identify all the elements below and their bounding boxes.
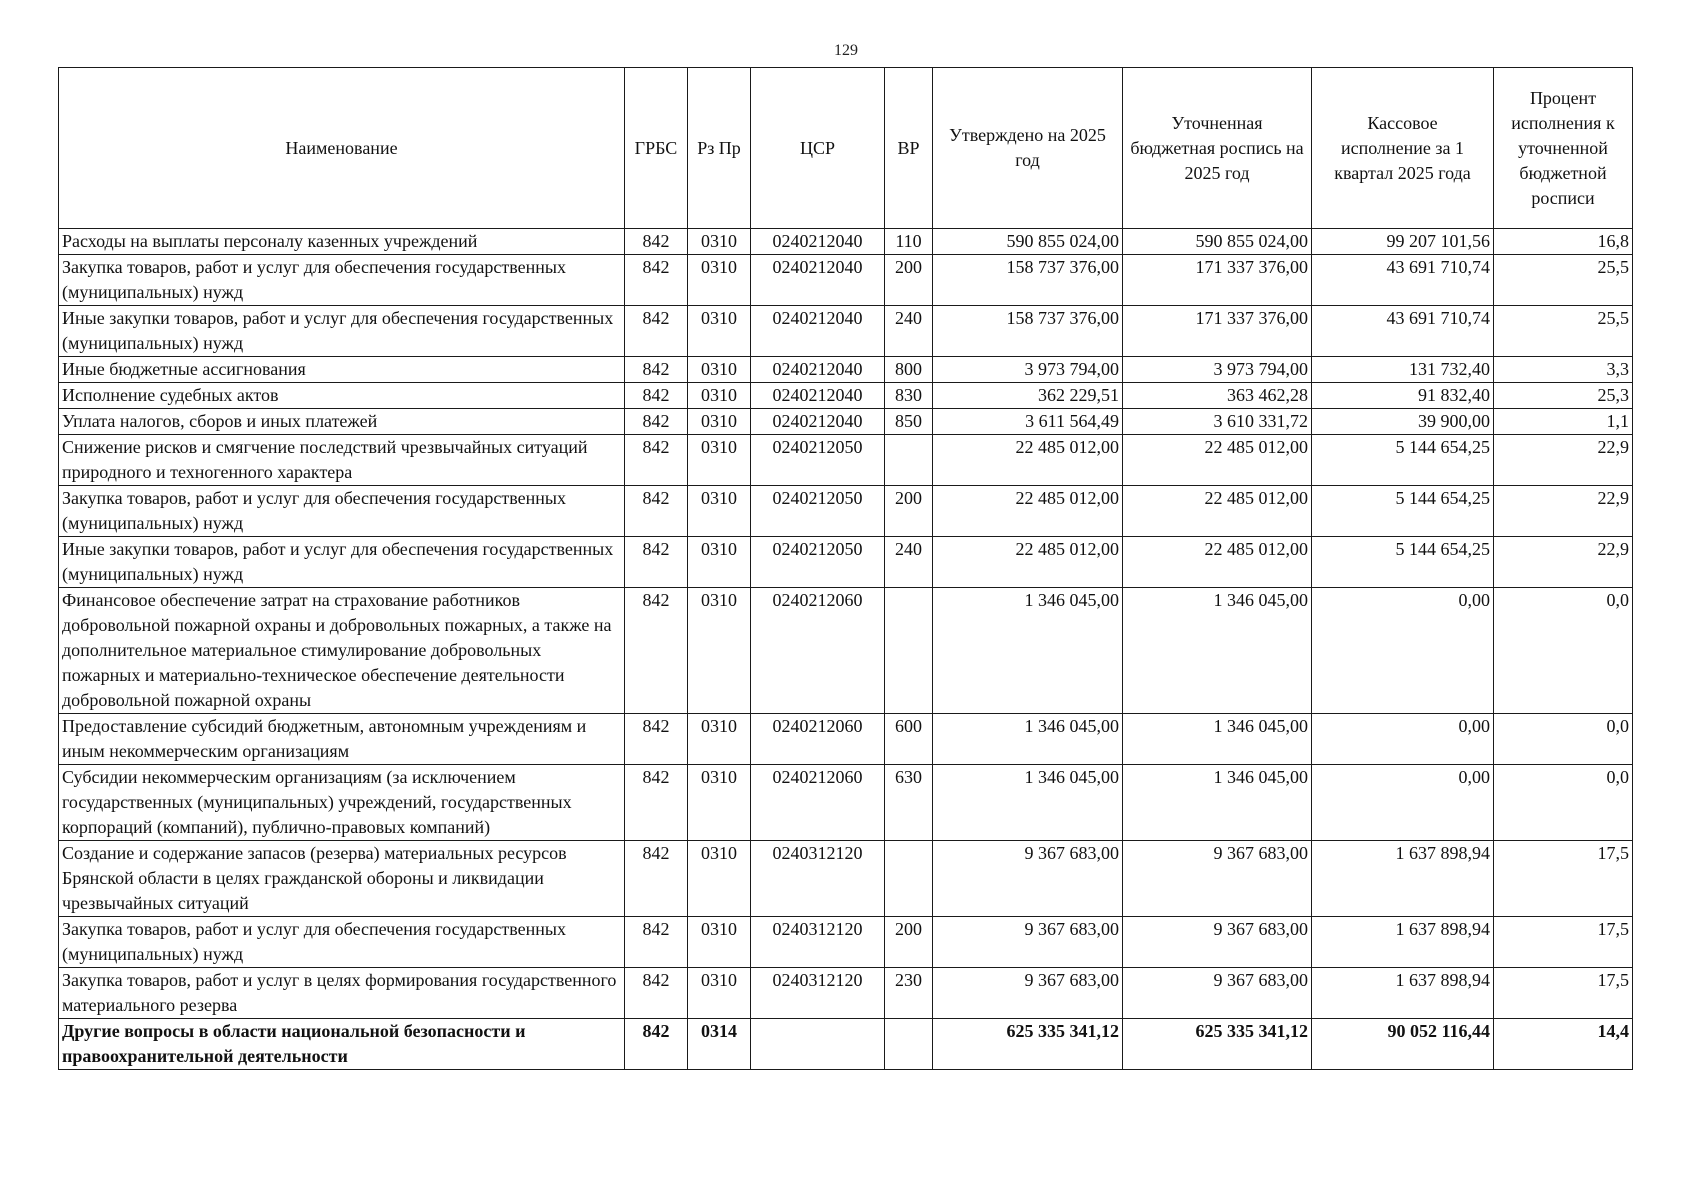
table-body <box>59 229 1633 1070</box>
cell-approved: 158 737 376,00 <box>933 306 1123 357</box>
cell-vr: 240 <box>885 306 933 357</box>
cell-refined: 9 367 683,00 <box>1123 917 1312 968</box>
cell-percent: 25,5 <box>1494 255 1633 306</box>
table-row <box>59 435 1633 486</box>
cell-name: Иные закупки товаров, работ и услуг для обеспечения государственных (муниципальных) нужд <box>59 537 625 588</box>
table-row <box>59 409 1633 435</box>
cell-approved: 22 485 012,00 <box>933 435 1123 486</box>
cell-csr: 0240212040 <box>751 409 885 435</box>
header-rzpr: Рз Пр <box>688 68 751 229</box>
table-row <box>59 841 1633 917</box>
cell-name: Субсидии некоммерческим организациям (за исключением государственных (муниципальных) учреждений, государственных корпораций (компаний), публично-правовых компаний) <box>59 765 625 841</box>
cell-name: Другие вопросы в области национальной безопасности и правоохранительной деятельности <box>59 1019 625 1070</box>
header-vr: ВР <box>885 68 933 229</box>
cell-grbs: 842 <box>625 229 688 255</box>
cell-cash: 90 052 116,44 <box>1312 1019 1494 1070</box>
cell-percent: 17,5 <box>1494 968 1633 1019</box>
cell-vr: 110 <box>885 229 933 255</box>
cell-approved: 3 973 794,00 <box>933 357 1123 383</box>
cell-rzpr: 0310 <box>688 841 751 917</box>
cell-refined: 363 462,28 <box>1123 383 1312 409</box>
cell-approved: 158 737 376,00 <box>933 255 1123 306</box>
cell-approved: 1 346 045,00 <box>933 714 1123 765</box>
cell-approved: 1 346 045,00 <box>933 588 1123 714</box>
cell-cash: 5 144 654,25 <box>1312 435 1494 486</box>
cell-rzpr: 0310 <box>688 714 751 765</box>
cell-rzpr: 0310 <box>688 435 751 486</box>
cell-percent: 22,9 <box>1494 435 1633 486</box>
cell-rzpr: 0310 <box>688 968 751 1019</box>
cell-approved: 590 855 024,00 <box>933 229 1123 255</box>
cell-cash: 1 637 898,94 <box>1312 917 1494 968</box>
cell-vr: 240 <box>885 537 933 588</box>
cell-refined: 1 346 045,00 <box>1123 714 1312 765</box>
cell-name: Исполнение судебных актов <box>59 383 625 409</box>
cell-grbs: 842 <box>625 765 688 841</box>
cell-refined: 9 367 683,00 <box>1123 841 1312 917</box>
cell-refined: 3 973 794,00 <box>1123 357 1312 383</box>
cell-grbs: 842 <box>625 1019 688 1070</box>
cell-name: Закупка товаров, работ и услуг в целях формирования государственного материального резерва <box>59 968 625 1019</box>
cell-csr: 0240212060 <box>751 588 885 714</box>
cell-cash: 1 637 898,94 <box>1312 841 1494 917</box>
cell-percent: 16,8 <box>1494 229 1633 255</box>
cell-grbs: 842 <box>625 714 688 765</box>
cell-approved: 9 367 683,00 <box>933 917 1123 968</box>
cell-csr: 0240212060 <box>751 714 885 765</box>
cell-grbs: 842 <box>625 917 688 968</box>
cell-cash: 91 832,40 <box>1312 383 1494 409</box>
table-header-row <box>59 68 1633 229</box>
header-approved: Утверждено на 2025 год <box>933 68 1123 229</box>
cell-vr <box>885 1019 933 1070</box>
cell-refined: 22 485 012,00 <box>1123 537 1312 588</box>
cell-name: Снижение рисков и смягчение последствий чрезвычайных ситуаций природного и техногенного характера <box>59 435 625 486</box>
cell-rzpr: 0310 <box>688 409 751 435</box>
cell-csr <box>751 1019 885 1070</box>
cell-cash: 39 900,00 <box>1312 409 1494 435</box>
cell-rzpr: 0310 <box>688 255 751 306</box>
cell-refined: 590 855 024,00 <box>1123 229 1312 255</box>
cell-rzpr: 0310 <box>688 357 751 383</box>
header-csr: ЦСР <box>751 68 885 229</box>
cell-approved: 9 367 683,00 <box>933 968 1123 1019</box>
cell-approved: 22 485 012,00 <box>933 537 1123 588</box>
cell-grbs: 842 <box>625 486 688 537</box>
header-cash: Кассовое исполнение за 1 квартал 2025 года <box>1312 68 1494 229</box>
cell-vr: 850 <box>885 409 933 435</box>
cell-refined: 1 346 045,00 <box>1123 765 1312 841</box>
table-row <box>59 383 1633 409</box>
cell-rzpr: 0310 <box>688 917 751 968</box>
cell-name: Закупка товаров, работ и услуг для обеспечения государственных (муниципальных) нужд <box>59 255 625 306</box>
cell-csr: 0240212050 <box>751 537 885 588</box>
cell-refined: 1 346 045,00 <box>1123 588 1312 714</box>
cell-csr: 0240212060 <box>751 765 885 841</box>
cell-cash: 131 732,40 <box>1312 357 1494 383</box>
table-row <box>59 306 1633 357</box>
cell-csr: 0240212040 <box>751 357 885 383</box>
cell-rzpr: 0314 <box>688 1019 751 1070</box>
cell-percent: 0,0 <box>1494 765 1633 841</box>
cell-percent: 3,3 <box>1494 357 1633 383</box>
cell-cash: 43 691 710,74 <box>1312 306 1494 357</box>
cell-cash: 5 144 654,25 <box>1312 486 1494 537</box>
cell-cash: 0,00 <box>1312 714 1494 765</box>
cell-approved: 9 367 683,00 <box>933 841 1123 917</box>
cell-percent: 22,9 <box>1494 486 1633 537</box>
cell-cash: 0,00 <box>1312 765 1494 841</box>
table-row <box>59 537 1633 588</box>
cell-csr: 0240212040 <box>751 255 885 306</box>
table-row <box>59 917 1633 968</box>
cell-rzpr: 0310 <box>688 537 751 588</box>
cell-refined: 22 485 012,00 <box>1123 435 1312 486</box>
budget-table <box>58 67 1633 1070</box>
cell-vr: 230 <box>885 968 933 1019</box>
cell-rzpr: 0310 <box>688 486 751 537</box>
cell-percent: 17,5 <box>1494 841 1633 917</box>
header-grbs: ГРБС <box>625 68 688 229</box>
cell-csr: 0240212050 <box>751 435 885 486</box>
cell-csr: 0240212040 <box>751 229 885 255</box>
cell-rzpr: 0310 <box>688 383 751 409</box>
cell-refined: 22 485 012,00 <box>1123 486 1312 537</box>
cell-cash: 5 144 654,25 <box>1312 537 1494 588</box>
cell-grbs: 842 <box>625 357 688 383</box>
cell-grbs: 842 <box>625 537 688 588</box>
cell-vr <box>885 841 933 917</box>
cell-cash: 1 637 898,94 <box>1312 968 1494 1019</box>
cell-vr: 200 <box>885 486 933 537</box>
cell-vr: 200 <box>885 255 933 306</box>
cell-csr: 0240312120 <box>751 968 885 1019</box>
cell-name: Создание и содержание запасов (резерва) материальных ресурсов Брянской области в целях гражданской обороны и ликвидации чрезвычайных ситуаций <box>59 841 625 917</box>
cell-rzpr: 0310 <box>688 588 751 714</box>
cell-refined: 9 367 683,00 <box>1123 968 1312 1019</box>
cell-grbs: 842 <box>625 841 688 917</box>
cell-percent: 14,4 <box>1494 1019 1633 1070</box>
table-row <box>59 1019 1633 1070</box>
cell-name: Иные бюджетные ассигнования <box>59 357 625 383</box>
cell-grbs: 842 <box>625 255 688 306</box>
cell-approved: 1 346 045,00 <box>933 765 1123 841</box>
cell-csr: 0240312120 <box>751 917 885 968</box>
cell-percent: 22,9 <box>1494 537 1633 588</box>
cell-rzpr: 0310 <box>688 306 751 357</box>
cell-percent: 25,3 <box>1494 383 1633 409</box>
cell-vr: 630 <box>885 765 933 841</box>
cell-cash: 43 691 710,74 <box>1312 255 1494 306</box>
cell-vr <box>885 435 933 486</box>
table-row <box>59 486 1633 537</box>
cell-grbs: 842 <box>625 435 688 486</box>
table-row <box>59 255 1633 306</box>
table-row <box>59 588 1633 714</box>
header-refined: Уточненная бюджетная роспись на 2025 год <box>1123 68 1312 229</box>
cell-rzpr: 0310 <box>688 765 751 841</box>
cell-cash: 99 207 101,56 <box>1312 229 1494 255</box>
cell-percent: 1,1 <box>1494 409 1633 435</box>
cell-vr: 830 <box>885 383 933 409</box>
cell-refined: 171 337 376,00 <box>1123 306 1312 357</box>
cell-refined: 625 335 341,12 <box>1123 1019 1312 1070</box>
cell-approved: 3 611 564,49 <box>933 409 1123 435</box>
cell-grbs: 842 <box>625 968 688 1019</box>
cell-refined: 3 610 331,72 <box>1123 409 1312 435</box>
table-row <box>59 968 1633 1019</box>
cell-vr: 800 <box>885 357 933 383</box>
cell-cash: 0,00 <box>1312 588 1494 714</box>
cell-approved: 625 335 341,12 <box>933 1019 1123 1070</box>
header-percent: Процент исполнения к уточненной бюджетной росписи <box>1494 68 1633 229</box>
cell-grbs: 842 <box>625 383 688 409</box>
cell-csr: 0240212050 <box>751 486 885 537</box>
cell-grbs: 842 <box>625 409 688 435</box>
table-row <box>59 229 1633 255</box>
cell-rzpr: 0310 <box>688 229 751 255</box>
cell-vr: 600 <box>885 714 933 765</box>
cell-csr: 0240212040 <box>751 306 885 357</box>
cell-name: Финансовое обеспечение затрат на страхование работников добровольной пожарной охраны и добровольных пожарных, а также на дополнительное материальное стимулирование добровольных пожарных и материально-техническое обеспечение деятельности добровольной пожарной охраны <box>59 588 625 714</box>
cell-percent: 0,0 <box>1494 714 1633 765</box>
cell-grbs: 842 <box>625 306 688 357</box>
cell-vr <box>885 588 933 714</box>
cell-name: Закупка товаров, работ и услуг для обеспечения государственных (муниципальных) нужд <box>59 486 625 537</box>
table-row <box>59 357 1633 383</box>
cell-name: Иные закупки товаров, работ и услуг для обеспечения государственных (муниципальных) нужд <box>59 306 625 357</box>
cell-name: Уплата налогов, сборов и иных платежей <box>59 409 625 435</box>
page-number: 129 <box>834 42 858 59</box>
table-row <box>59 714 1633 765</box>
cell-name: Предоставление субсидий бюджетным, автономным учреждениям и иным некоммерческим организациям <box>59 714 625 765</box>
cell-refined: 171 337 376,00 <box>1123 255 1312 306</box>
header-name: Наименование <box>59 68 625 229</box>
table-row <box>59 765 1633 841</box>
cell-percent: 0,0 <box>1494 588 1633 714</box>
cell-percent: 17,5 <box>1494 917 1633 968</box>
cell-approved: 22 485 012,00 <box>933 486 1123 537</box>
cell-grbs: 842 <box>625 588 688 714</box>
cell-approved: 362 229,51 <box>933 383 1123 409</box>
cell-percent: 25,5 <box>1494 306 1633 357</box>
cell-vr: 200 <box>885 917 933 968</box>
cell-csr: 0240312120 <box>751 841 885 917</box>
cell-name: Расходы на выплаты персоналу казенных учреждений <box>59 229 625 255</box>
cell-csr: 0240212040 <box>751 383 885 409</box>
cell-name: Закупка товаров, работ и услуг для обеспечения государственных (муниципальных) нужд <box>59 917 625 968</box>
